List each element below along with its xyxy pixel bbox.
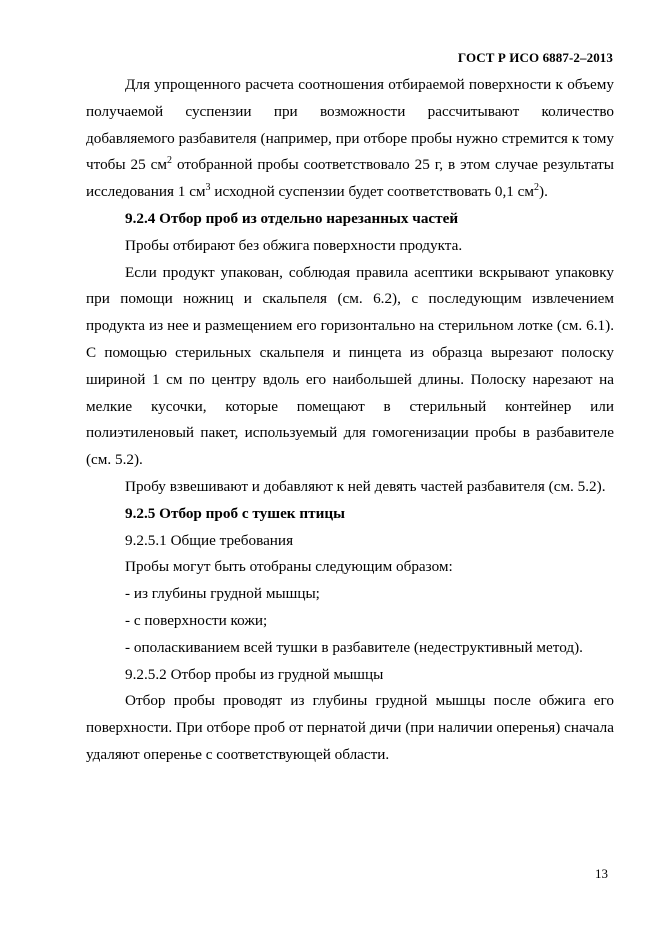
paragraph-sampling-methods: Пробы могут быть отобраны следующим образом:	[125, 558, 453, 576]
paragraph-text: отобранной пробы соответствовало 25 г, в этом случае результаты исследования 1 см	[86, 156, 615, 201]
superscript: 2	[534, 182, 540, 194]
section-heading-9-2-4: 9.2.4 Отбор проб из отдельно нарезанных частей	[125, 209, 459, 227]
superscript: 3	[205, 182, 211, 194]
document-body	[86, 72, 614, 769]
document-header: ГОСТ Р ИСО 6887-2–2013	[457, 50, 613, 65]
list-item: - с поверхности кожи;	[125, 611, 268, 629]
paragraph-text: ).	[539, 183, 548, 201]
paragraph-packaged-product: Если продукт упакован, соблюдая правила асептики вскрывают упаковку при помощи ножниц и скальпеля (см. 6.2), с последующим извлечением продукта из нее и размещением его горизонтально на стерильном лотке (см. 6.1). С помощью стерильных скальпеля и пинцета из образца вырезают полоску шириной 1 см по центру вдоль его наибольшей длины. Полоску нарезают на мелкие кусочки, которые помещают в стерильный контейнер или полиэтиленовый пакет, используемый для гомогенизации пробы в разбавителе (см. 5.2).	[86, 263, 614, 469]
paragraph-breast-muscle-sampling: Отбор пробы проводят из глубины грудной мышцы после обжига его поверхности. При отборе проб от пернатой дичи (при наличии оперенья) сначала удаляют оперенье с соответствующей области.	[86, 692, 614, 763]
paragraph-no-firing: Пробы отбирают без обжига поверхности продукта.	[125, 236, 463, 254]
page-number: 13	[595, 866, 608, 881]
superscript: 2	[167, 155, 173, 167]
list-item: - из глубины грудной мышцы;	[125, 585, 320, 603]
paragraph-text: Для упрощенного расчета соотношения отбираемой поверхности к объему получаемой суспензии при возможности рассчитывают количество добавляемого разбавителя (например, при отборе пробы нужно стремится к тому чтобы 25 см	[86, 76, 614, 174]
list-item: - ополаскиванием всей тушки в разбавителе (недеструктивный метод).	[125, 638, 583, 656]
subsection-heading-9-2-5-2: 9.2.5.2 Отбор пробы из грудной мышцы	[125, 665, 384, 683]
paragraph-dilution-calculation	[86, 72, 614, 206]
subsection-heading-9-2-5-1: 9.2.5.1 Общие требования	[125, 531, 294, 549]
section-heading-9-2-5: 9.2.5 Отбор проб с тушек птицы	[125, 504, 345, 522]
paragraph-text: исходной суспензии будет соответствовать 0,1 см	[210, 183, 535, 201]
paragraph-weigh-sample: Пробу взвешивают и добавляют к ней девять частей разбавителя (см. 5.2).	[125, 477, 606, 495]
